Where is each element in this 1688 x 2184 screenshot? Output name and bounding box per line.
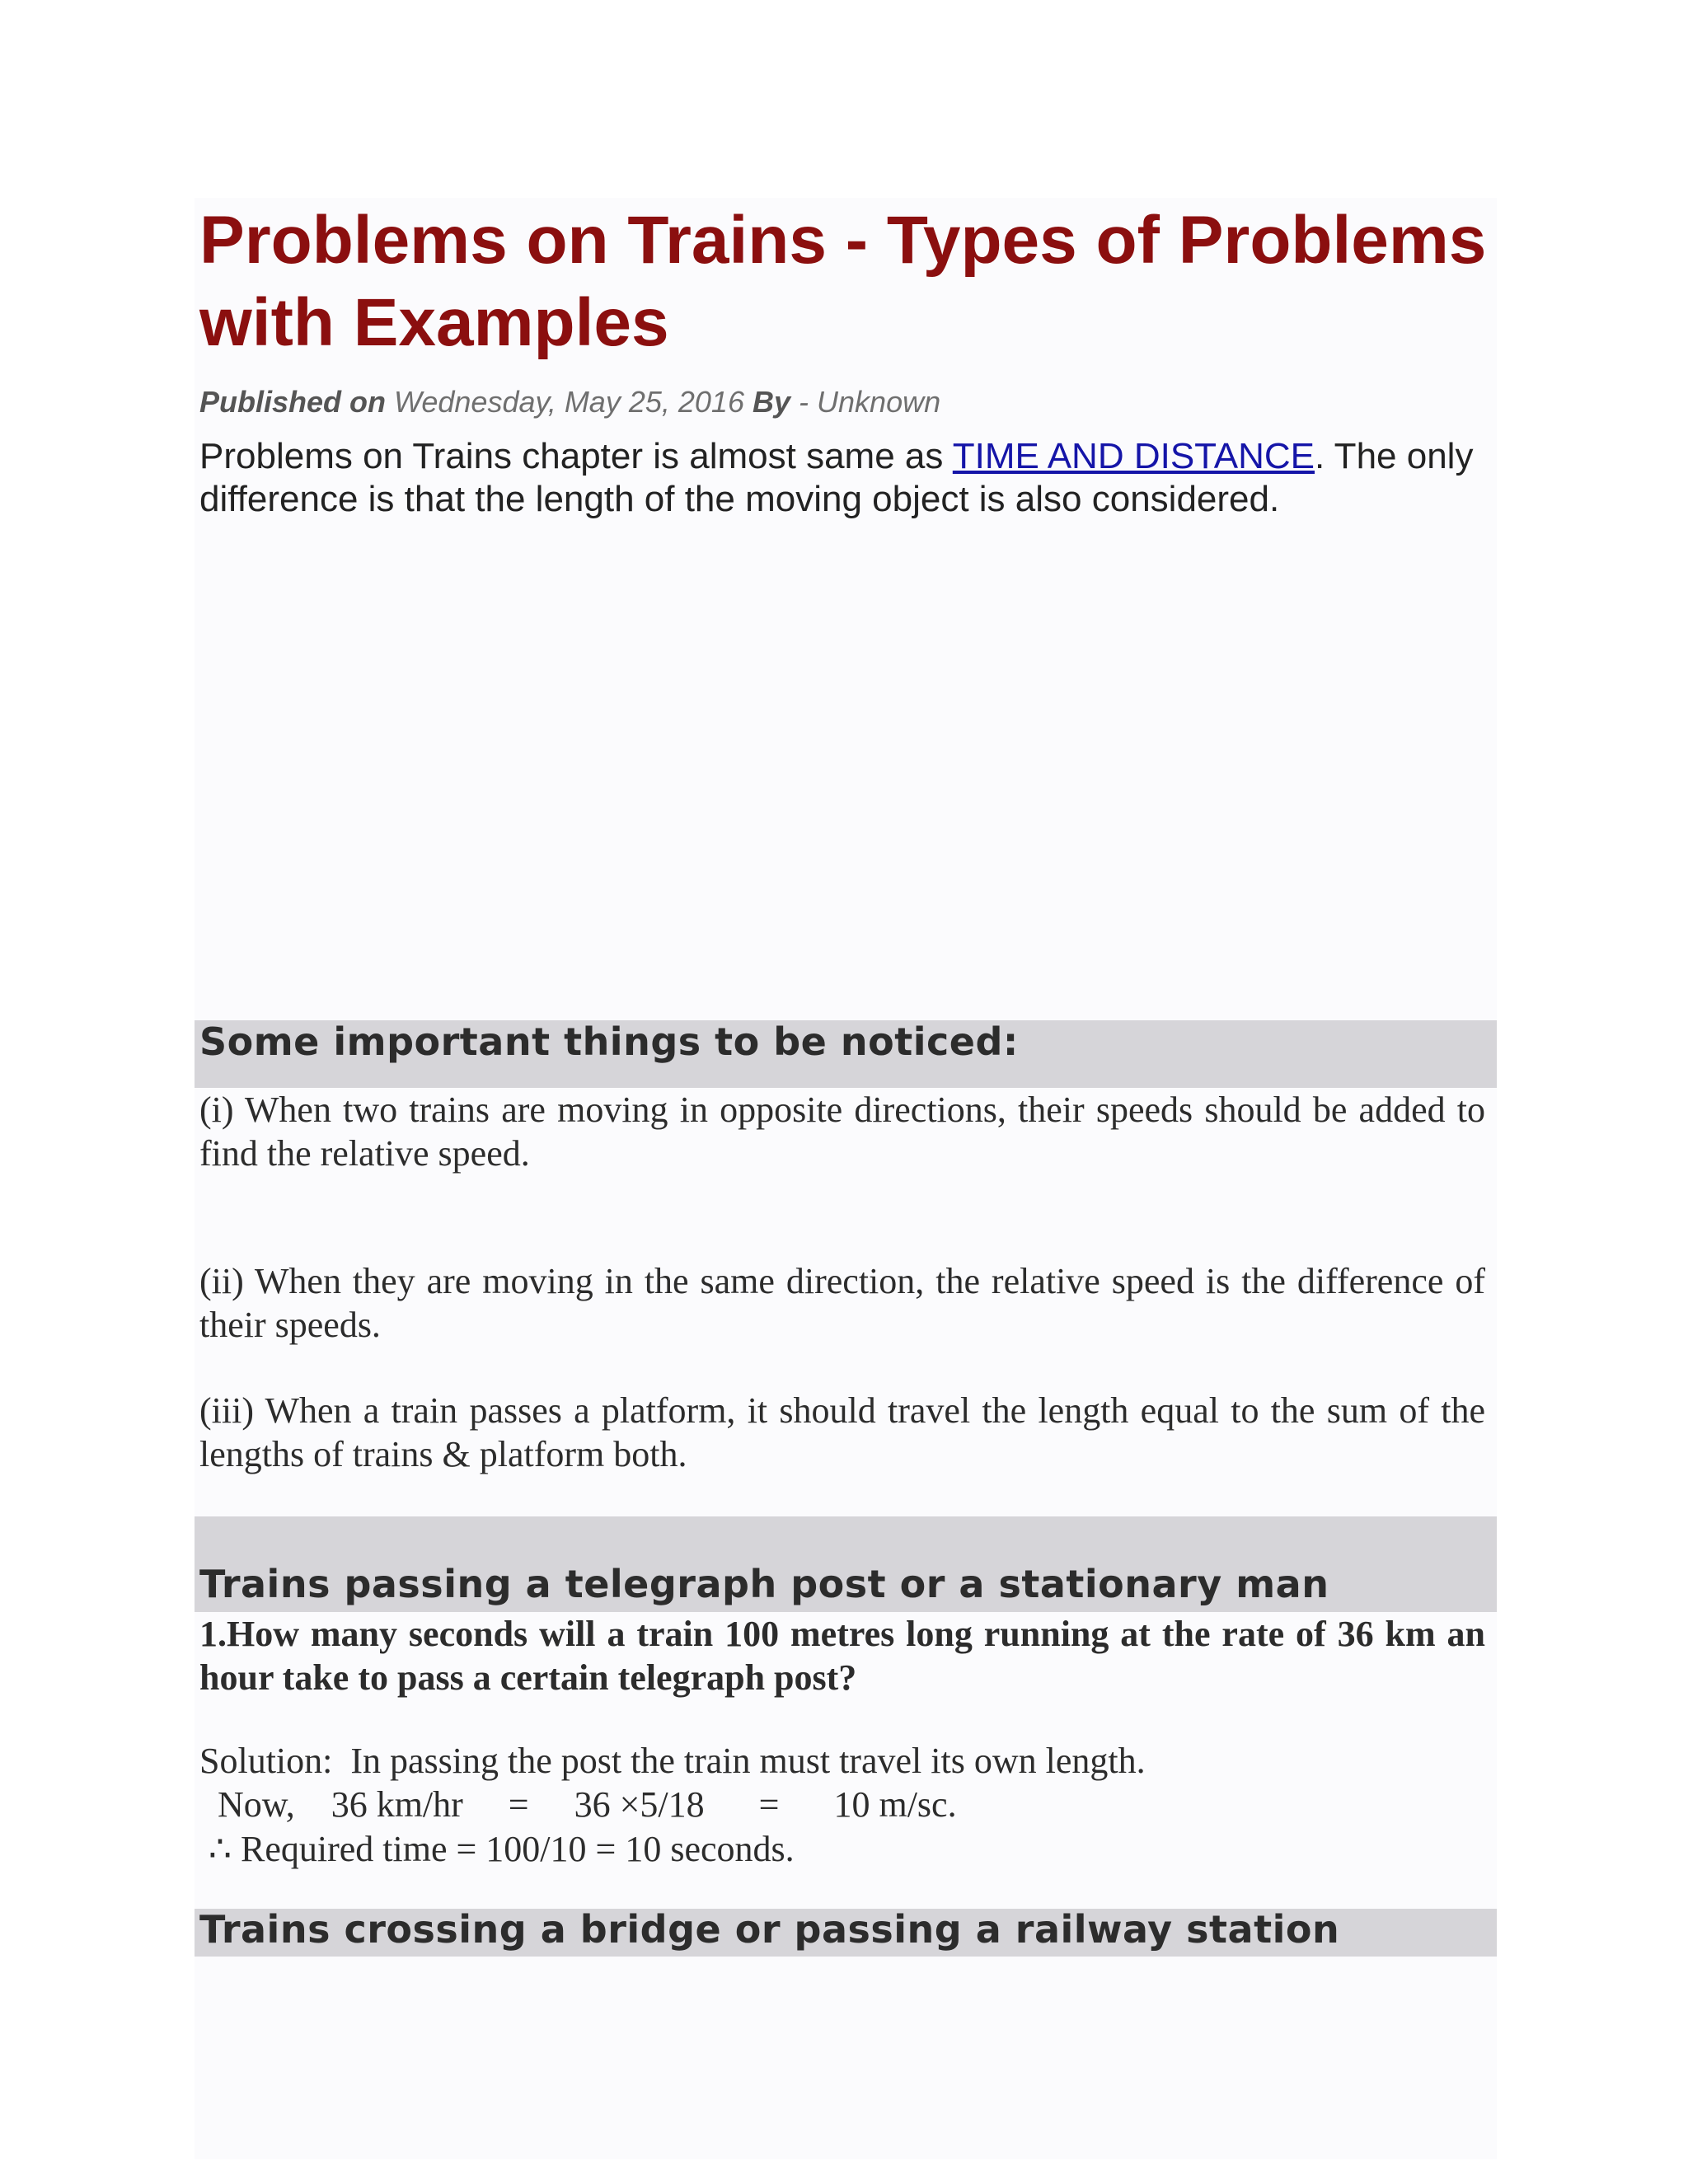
post-date: Wednesday, May 25, 2016 — [394, 385, 744, 419]
bridge-heading: Trains crossing a bridge or passing a railway station — [199, 1907, 1340, 1952]
intro-paragraph — [199, 435, 1485, 521]
article-title: Problems on Trains - Types of Problems with Examples — [199, 203, 1487, 360]
by-label: By — [752, 385, 791, 419]
solution-line-1: Solution: In passing the post the train must travel its own length. — [199, 1741, 1146, 1781]
post-author: - Unknown — [799, 385, 941, 419]
solution-line-2: Now, 36 km/hr = 36 ×5/18 = 10 m/sc. — [199, 1784, 957, 1825]
telegraph-question: 1.How many seconds will a train 100 metres long running at the rate of 36 km an hour take to pass a certain telegraph post? — [199, 1614, 1485, 1698]
published-label: Published on — [199, 385, 387, 419]
notice-heading: Some important things to be noticed: — [199, 1019, 1019, 1064]
notice-point-3: (iii) When a train passes a platform, it should travel the length equal to the sum of the lengths of trains & platform both. — [199, 1390, 1485, 1474]
notice-point-2: (ii) When they are moving in the same direction, the relative speed is the difference of their speeds. — [199, 1261, 1485, 1345]
notice-point-1: (i) When two trains are moving in opposite directions, their speeds should be added to find the relative speed. — [199, 1090, 1485, 1174]
intro-text-after: . The only difference is that the length of the moving object is also considered. — [199, 436, 1474, 519]
time-and-distance-link[interactable]: TIME AND DISTANCE — [952, 436, 1315, 476]
post-meta — [199, 384, 940, 420]
telegraph-heading: Trains passing a telegraph post or a stationary man — [199, 1562, 1329, 1606]
solution-line-3: ∴ Required time = 100/10 = 10 seconds. — [199, 1829, 795, 1869]
intro-text-before: Problems on Trains chapter is almost same as — [199, 436, 953, 476]
